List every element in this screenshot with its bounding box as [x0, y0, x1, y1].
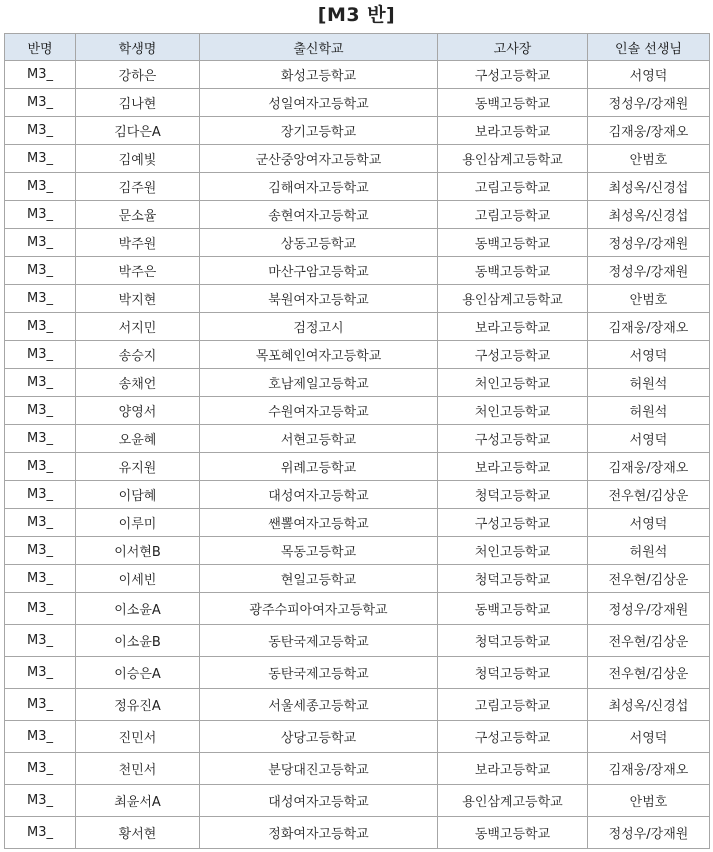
table-row: [5, 537, 710, 565]
cell-school: 호남제일고등학교: [200, 369, 438, 397]
cell-school: 위례고등학교: [200, 453, 438, 481]
cell-teacher: 김재웅/장재오: [588, 453, 710, 481]
header-exam-site: 고사장: [438, 34, 588, 61]
cell-school: 쌘뽈여자고등학교: [200, 509, 438, 537]
cell-school: 화성고등학교: [200, 61, 438, 89]
cell-class: M3_: [5, 593, 76, 625]
cell-teacher: 최성옥/신경섭: [588, 173, 710, 201]
cell-teacher: 정성우/강재원: [588, 89, 710, 117]
cell-exam-site: 용인삼계고등학교: [438, 145, 588, 173]
table-row: [5, 313, 710, 341]
cell-student: 김나현: [76, 89, 200, 117]
cell-class: M3_: [5, 721, 76, 753]
cell-teacher: 최성옥/신경섭: [588, 689, 710, 721]
cell-exam-site: 처인고등학교: [438, 537, 588, 565]
cell-school: 군산중앙여자고등학교: [200, 145, 438, 173]
table-row: [5, 61, 710, 89]
cell-class: M3_: [5, 201, 76, 229]
cell-class: M3_: [5, 313, 76, 341]
cell-school: 현일고등학교: [200, 565, 438, 593]
cell-student: 김예빛: [76, 145, 200, 173]
cell-exam-site: 고림고등학교: [438, 689, 588, 721]
cell-school: 동탄국제고등학교: [200, 625, 438, 657]
cell-exam-site: 청덕고등학교: [438, 481, 588, 509]
cell-student: 박주원: [76, 229, 200, 257]
table-row: [5, 721, 710, 753]
cell-teacher: 허원석: [588, 369, 710, 397]
table-row: [5, 229, 710, 257]
table-row: [5, 285, 710, 313]
cell-student: 이세빈: [76, 565, 200, 593]
cell-class: M3_: [5, 817, 76, 849]
cell-teacher: 전우현/김상운: [588, 657, 710, 689]
cell-class: M3_: [5, 117, 76, 145]
cell-exam-site: 보라고등학교: [438, 453, 588, 481]
cell-teacher: 최성옥/신경섭: [588, 201, 710, 229]
cell-student: 황서현: [76, 817, 200, 849]
cell-exam-site: 청덕고등학교: [438, 657, 588, 689]
cell-teacher: 서영덕: [588, 721, 710, 753]
cell-class: M3_: [5, 657, 76, 689]
cell-student: 이서현B: [76, 537, 200, 565]
cell-exam-site: 처인고등학교: [438, 397, 588, 425]
cell-exam-site: 보라고등학교: [438, 753, 588, 785]
cell-class: M3_: [5, 229, 76, 257]
cell-exam-site: 구성고등학교: [438, 721, 588, 753]
cell-class: M3_: [5, 397, 76, 425]
cell-exam-site: 동백고등학교: [438, 593, 588, 625]
cell-exam-site: 용인삼계고등학교: [438, 785, 588, 817]
header-school: 출신학교: [200, 34, 438, 61]
cell-teacher: 서영덕: [588, 341, 710, 369]
table-row: [5, 625, 710, 657]
cell-teacher: 김재웅/장재오: [588, 753, 710, 785]
page-title: [M3 반]: [317, 4, 396, 26]
cell-student: 송승지: [76, 341, 200, 369]
cell-class: M3_: [5, 753, 76, 785]
cell-class: M3_: [5, 61, 76, 89]
cell-school: 수원여자고등학교: [200, 397, 438, 425]
cell-exam-site: 보라고등학교: [438, 313, 588, 341]
table-row: [5, 453, 710, 481]
cell-school: 마산구암고등학교: [200, 257, 438, 285]
header-row: [5, 34, 710, 61]
cell-exam-site: 동백고등학교: [438, 257, 588, 285]
cell-class: M3_: [5, 625, 76, 657]
cell-student: 이루미: [76, 509, 200, 537]
cell-school: 목포혜인여자고등학교: [200, 341, 438, 369]
header-student: 학생명: [76, 34, 200, 61]
table-row: [5, 341, 710, 369]
cell-student: 박주은: [76, 257, 200, 285]
table-row: [5, 753, 710, 785]
cell-school: 대성여자고등학교: [200, 785, 438, 817]
cell-student: 서지민: [76, 313, 200, 341]
cell-student: 문소율: [76, 201, 200, 229]
cell-class: M3_: [5, 453, 76, 481]
table-row: [5, 145, 710, 173]
table-row: [5, 425, 710, 453]
header-teacher: 인솔 선생님: [588, 34, 710, 61]
cell-class: M3_: [5, 257, 76, 285]
cell-class: M3_: [5, 481, 76, 509]
header-class: 반명: [5, 34, 76, 61]
cell-teacher: 안범호: [588, 285, 710, 313]
cell-class: M3_: [5, 145, 76, 173]
cell-exam-site: 청덕고등학교: [438, 625, 588, 657]
cell-exam-site: 보라고등학교: [438, 117, 588, 145]
table-row: [5, 257, 710, 285]
cell-student: 정유진A: [76, 689, 200, 721]
cell-student: 최윤서A: [76, 785, 200, 817]
cell-student: 이담혜: [76, 481, 200, 509]
table-row: [5, 689, 710, 721]
cell-class: M3_: [5, 509, 76, 537]
cell-student: 강하은: [76, 61, 200, 89]
cell-school: 상당고등학교: [200, 721, 438, 753]
cell-teacher: 정성우/강재원: [588, 257, 710, 285]
cell-teacher: 안범호: [588, 145, 710, 173]
cell-student: 이승은A: [76, 657, 200, 689]
table-row: [5, 89, 710, 117]
cell-exam-site: 구성고등학교: [438, 425, 588, 453]
cell-class: M3_: [5, 785, 76, 817]
cell-class: M3_: [5, 565, 76, 593]
cell-student: 진민서: [76, 721, 200, 753]
cell-school: 목동고등학교: [200, 537, 438, 565]
cell-school: 성일여자고등학교: [200, 89, 438, 117]
cell-exam-site: 고림고등학교: [438, 173, 588, 201]
cell-school: 김해여자고등학교: [200, 173, 438, 201]
cell-student: 김주원: [76, 173, 200, 201]
cell-teacher: 서영덕: [588, 61, 710, 89]
cell-exam-site: 청덕고등학교: [438, 565, 588, 593]
cell-student: 박지현: [76, 285, 200, 313]
cell-exam-site: 처인고등학교: [438, 369, 588, 397]
cell-student: 이소윤A: [76, 593, 200, 625]
cell-student: 양영서: [76, 397, 200, 425]
cell-school: 대성여자고등학교: [200, 481, 438, 509]
cell-school: 서현고등학교: [200, 425, 438, 453]
cell-teacher: 김재웅/장재오: [588, 117, 710, 145]
cell-school: 장기고등학교: [200, 117, 438, 145]
cell-class: M3_: [5, 89, 76, 117]
cell-school: 분당대진고등학교: [200, 753, 438, 785]
cell-exam-site: 동백고등학교: [438, 817, 588, 849]
cell-teacher: 전우현/김상운: [588, 625, 710, 657]
table-row: [5, 817, 710, 849]
cell-class: M3_: [5, 173, 76, 201]
cell-exam-site: 동백고등학교: [438, 89, 588, 117]
roster-body: [5, 61, 710, 849]
table-row: [5, 593, 710, 625]
cell-exam-site: 용인삼계고등학교: [438, 285, 588, 313]
cell-class: M3_: [5, 341, 76, 369]
cell-student: 김다은A: [76, 117, 200, 145]
cell-exam-site: 고림고등학교: [438, 201, 588, 229]
table-row: [5, 369, 710, 397]
cell-exam-site: 구성고등학교: [438, 61, 588, 89]
table-row: [5, 565, 710, 593]
cell-class: M3_: [5, 537, 76, 565]
cell-class: M3_: [5, 425, 76, 453]
cell-school: 정화여자고등학교: [200, 817, 438, 849]
cell-teacher: 정성우/강재원: [588, 817, 710, 849]
table-row: [5, 509, 710, 537]
cell-exam-site: 구성고등학교: [438, 509, 588, 537]
table-row: [5, 785, 710, 817]
roster-table: [4, 33, 710, 849]
cell-exam-site: 구성고등학교: [438, 341, 588, 369]
cell-student: 유지원: [76, 453, 200, 481]
cell-teacher: 서영덕: [588, 509, 710, 537]
cell-class: M3_: [5, 285, 76, 313]
cell-teacher: 전우현/김상운: [588, 565, 710, 593]
cell-class: M3_: [5, 369, 76, 397]
cell-teacher: 허원석: [588, 537, 710, 565]
cell-teacher: 전우현/김상운: [588, 481, 710, 509]
cell-exam-site: 동백고등학교: [438, 229, 588, 257]
cell-school: 북원여자고등학교: [200, 285, 438, 313]
cell-student: 천민서: [76, 753, 200, 785]
cell-student: 송채언: [76, 369, 200, 397]
cell-school: 동탄국제고등학교: [200, 657, 438, 689]
cell-student: 이소윤B: [76, 625, 200, 657]
cell-teacher: 안범호: [588, 785, 710, 817]
cell-school: 서울세종고등학교: [200, 689, 438, 721]
table-row: [5, 173, 710, 201]
table-row: [5, 481, 710, 509]
cell-school: 송현여자고등학교: [200, 201, 438, 229]
table-row: [5, 117, 710, 145]
cell-teacher: 서영덕: [588, 425, 710, 453]
cell-school: 광주수피아여자고등학교: [200, 593, 438, 625]
cell-school: 상동고등학교: [200, 229, 438, 257]
table-row: [5, 657, 710, 689]
cell-teacher: 정성우/강재원: [588, 229, 710, 257]
cell-teacher: 허원석: [588, 397, 710, 425]
cell-teacher: 정성우/강재원: [588, 593, 710, 625]
cell-student: 오윤혜: [76, 425, 200, 453]
table-row: [5, 397, 710, 425]
cell-school: 검정고시: [200, 313, 438, 341]
cell-teacher: 김재웅/장재오: [588, 313, 710, 341]
cell-class: M3_: [5, 689, 76, 721]
table-row: [5, 201, 710, 229]
